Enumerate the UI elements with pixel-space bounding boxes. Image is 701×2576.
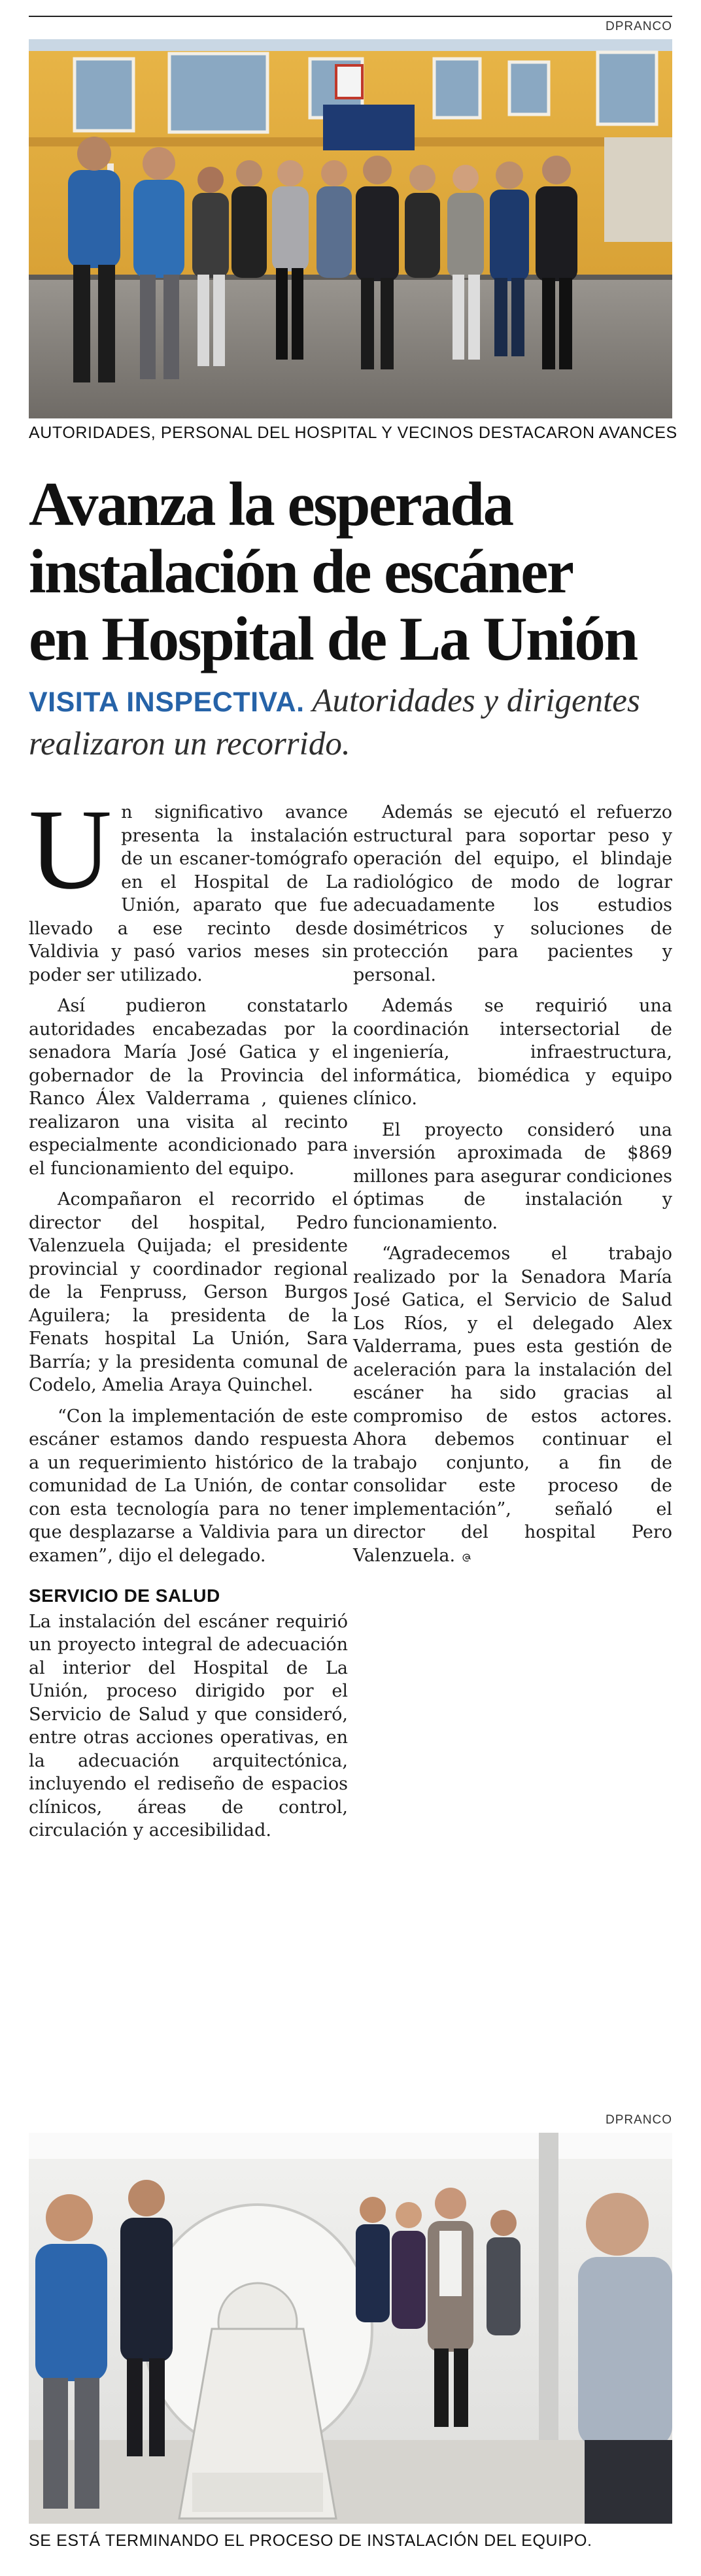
paragraph-5: La instalación del escáner requirió un proyecto integral de adecuación al interior del Hospital de La Unión, proceso dirigido por el Servicio de Salud y que consideró, entre otras acciones operativas, en la adecuación arquitectónica, incluyendo el rediseño de espacios clínicos, áreas de control, circulación y accesibilidad. [29, 1611, 348, 1840]
end-of-article-mark: ဇ [462, 1546, 472, 1566]
article-headline [29, 471, 672, 673]
paragraph-1 [29, 786, 348, 987]
top-rule [29, 16, 672, 17]
photo-caption-bottom: SE ESTÁ TERMINANDO EL PROCESO DE INSTALACIÓN DEL EQUIPO. [29, 2532, 592, 2550]
paragraph-4: “Con la implementación de este escáner estamos dando respuesta a un requerimiento histórico de la comunidad de La Unión, de contar con esta tecnología para no tener que desplazarse a Valdivia para un examen”, dijo el delegado. [29, 1406, 348, 1566]
photo-caption-top: AUTORIDADES, PERSONAL DEL HOSPITAL Y VECINOS DESTACARON AVANCES [29, 424, 677, 442]
paragraph-9 [353, 1242, 672, 1568]
photo-scanner-room [29, 2133, 672, 2524]
photo-scanner-room-illustration [29, 2133, 672, 2524]
kicker-text: Autoridades y dirigentes realizaron un recorrido. [29, 683, 640, 762]
photo-credit-bottom: DPRANCO [605, 2113, 672, 2127]
kicker-label: VISITA INSPECTIVA. [29, 686, 305, 718]
article-column-left [29, 786, 348, 1850]
headline-line-2: instalación de escáner [29, 537, 573, 606]
headline-line-3: en Hospital de La Unión [29, 604, 637, 673]
paragraph-3: Acompañaron el recorrido el director del hospital, Pedro Valenzuela Quijada; el presidente provincial y coordinador regional de la Fenpruss, Gerson Burgos Aguilera; la presidenta de la Fenats hospital La Unión, Sara Barría; y la presidenta comunal de Codelo, Amelia Araya Quinchel. [29, 1189, 348, 1395]
paragraph-7: Además se requirió una coordinación intersectorial de ingeniería, infraestructura, informática, biomédica y equipo clínico. [353, 996, 672, 1109]
paragraph-6: Además se ejecutó el refuerzo estructural para soportar peso y operación del equipo, el blindaje radiológico de modo de lograr adecuadamente los estudios dosimétricos y soluciones de protección para pacientes y personal. [353, 802, 672, 985]
paragraph-1-text: n significativo avance presenta la instalación de un escaner-tomógrafo en el Hospital de La Unión, aparato que fue llevado a ese recinto desde Valdivia y pasó varios meses sin poder ser utilizado. [29, 802, 348, 985]
headline-line-1: Avanza la esperada [29, 469, 513, 539]
photo-hospital-group [29, 39, 672, 418]
article-kicker [29, 680, 672, 765]
paragraph-9-text: “Agradecemos el trabajo realizado por la Senadora María José Gatica, el Servicio de Salud Los Ríos, y el delegado Alex Valderrama, pues esta gestión de aceleración para la instalación del escáner ha sido gracias al compromiso de estos actores. Ahora debemos continuar el trabajo conjunto, a fin de consolidar este proceso de implementación”, señaló el director del hospital Pero Valenzuela. [353, 1244, 672, 1566]
paragraph-8: El proyecto consideró una inversión aproximada de $869 millones para asegurar condiciones óptimas de instalación y funcionamiento. [353, 1119, 672, 1233]
photo-hospital-group-illustration [29, 39, 672, 418]
paragraph-2: Así pudieron constatarlo autoridades encabezadas por la senadora María José Gatica y el gobernador de la Provincia del Ranco Álex Valderrama , quienes realizaron una visita al recinto especialmente acondicionado para el funcionamiento del equipo. [29, 996, 348, 1179]
drop-cap: U [29, 786, 112, 913]
article-column-right [353, 801, 672, 1576]
photo-credit-top: DPRANCO [605, 20, 672, 33]
section-subhead: SERVICIO DE SALUD [29, 1585, 220, 1606]
